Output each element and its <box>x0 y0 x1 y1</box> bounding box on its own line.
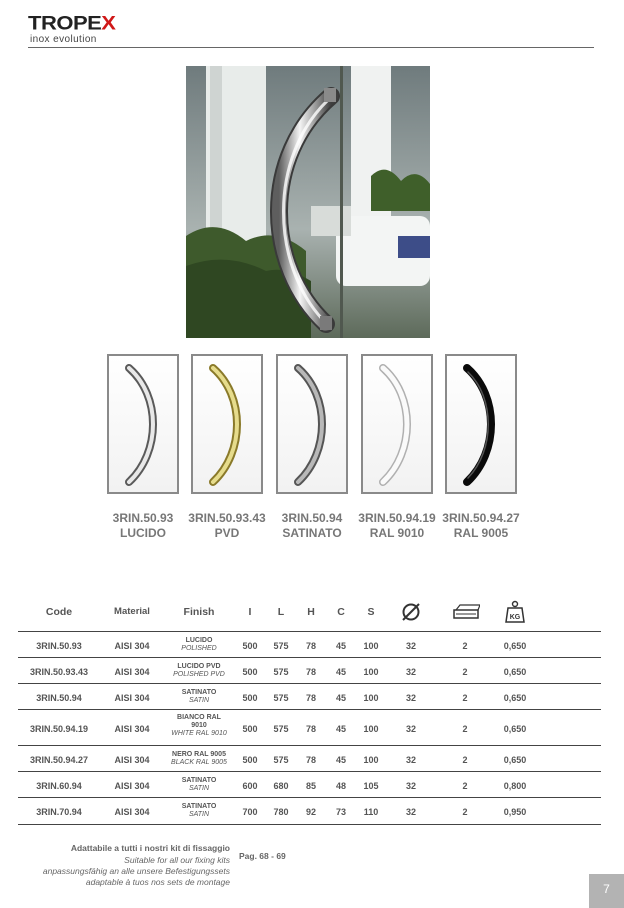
variant-label <box>266 511 358 541</box>
col-c: C <box>337 606 345 618</box>
col-material: Material <box>114 606 150 617</box>
variant-thumb-lucido <box>107 354 179 494</box>
cell-code: 3RIN.60.94 <box>36 781 82 791</box>
cell-l: 680 <box>273 781 289 791</box>
variant-thumb-ral9005 <box>445 354 517 494</box>
variant-label <box>351 511 443 541</box>
cell-s: 100 <box>363 641 379 651</box>
variant-finish: SATINATO <box>282 526 342 540</box>
row-rule <box>18 824 601 825</box>
cell-diameter: 32 <box>405 807 416 817</box>
cell-weight: 0,650 <box>503 693 527 703</box>
cell-weight: 0,650 <box>503 755 527 765</box>
cell-pack: 2 <box>462 781 468 791</box>
cell-finish: SATINATO SATIN <box>181 803 217 818</box>
cell-h: 85 <box>305 781 316 791</box>
cell-finish: SATINATO SATIN <box>181 777 217 792</box>
hero-photo <box>186 66 430 338</box>
weight-kg-icon <box>503 600 527 627</box>
variant-thumb-satinato <box>276 354 348 494</box>
cell-diameter: 32 <box>405 781 416 791</box>
cell-material: AISI 304 <box>114 807 150 817</box>
page-number: 7 <box>589 874 624 908</box>
table-row <box>0 798 624 825</box>
cell-h: 78 <box>305 667 316 677</box>
cell-weight: 0,950 <box>503 807 527 817</box>
cell-pack: 2 <box>462 755 468 765</box>
cell-material: AISI 304 <box>114 641 150 651</box>
cell-i: 700 <box>242 807 258 817</box>
variant-code: 3RIN.50.94 <box>281 511 343 525</box>
table-row <box>0 746 624 772</box>
footer-note-it: Adattabile a tutti i nostri kit di fissaggio <box>70 843 230 853</box>
cell-l: 575 <box>273 641 289 651</box>
col-h: H <box>307 606 315 618</box>
cell-l: 575 <box>273 724 289 734</box>
cell-finish: LUCIDO PVD POLISHED PVD <box>173 663 225 678</box>
cell-c: 45 <box>335 693 346 703</box>
cell-diameter: 32 <box>405 755 416 765</box>
cell-weight: 0,650 <box>503 667 527 677</box>
variant-code: 3RIN.50.94.19 <box>358 511 436 525</box>
logo-tagline: inox evolution <box>30 34 97 45</box>
diameter-icon <box>399 601 423 626</box>
col-finish: Finish <box>183 606 215 618</box>
cell-weight: 0,650 <box>503 641 527 651</box>
variant-finish: RAL 9010 <box>369 526 425 540</box>
cell-material: AISI 304 <box>114 724 150 734</box>
variant-label <box>435 511 527 541</box>
cell-pack: 2 <box>462 807 468 817</box>
pack-icon <box>451 604 481 623</box>
col-i: I <box>248 606 252 618</box>
cell-code: 3RIN.50.93.43 <box>29 667 89 677</box>
footer-note-fr: adaptable à tuos nos sets de montage <box>85 877 230 887</box>
cell-l: 575 <box>273 667 289 677</box>
cell-code: 3RIN.50.93 <box>36 641 82 651</box>
cell-l: 780 <box>273 807 289 817</box>
cell-pack: 2 <box>462 641 468 651</box>
cell-c: 48 <box>335 781 346 791</box>
table-row <box>0 772 624 798</box>
cell-s: 100 <box>363 755 379 765</box>
cell-c: 45 <box>335 667 346 677</box>
footer-note-de: anpassungsfähig an alle unsere Befestigungssets <box>42 866 230 876</box>
cell-material: AISI 304 <box>114 667 150 677</box>
variant-finish: PVD <box>214 526 240 540</box>
table-row <box>0 710 624 746</box>
cell-finish: LUCIDO POLISHED <box>181 637 217 652</box>
cell-material: AISI 304 <box>114 693 150 703</box>
cell-diameter: 32 <box>405 724 416 734</box>
cell-s: 105 <box>363 781 379 791</box>
cell-code: 3RIN.70.94 <box>36 807 82 817</box>
table-row <box>0 684 624 710</box>
cell-finish: NERO RAL 9005 BLACK RAL 9005 <box>171 751 227 766</box>
cell-i: 500 <box>242 693 258 703</box>
cell-pack: 2 <box>462 724 468 734</box>
variant-code: 3RIN.50.93 <box>112 511 174 525</box>
cell-code: 3RIN.50.94 <box>36 693 82 703</box>
cell-diameter: 32 <box>405 667 416 677</box>
cell-h: 78 <box>305 641 316 651</box>
col-l: L <box>277 606 285 618</box>
cell-i: 500 <box>242 724 258 734</box>
table-row <box>0 658 624 684</box>
variant-code: 3RIN.50.94.27 <box>442 511 520 525</box>
variant-label <box>181 511 273 541</box>
cell-finish: SATINATO SATIN <box>181 689 217 704</box>
col-code: Code <box>45 606 73 618</box>
weight-icon-text: KG <box>509 614 521 621</box>
cell-l: 575 <box>273 755 289 765</box>
table-row <box>0 632 624 658</box>
variant-thumb-ral9010 <box>361 354 433 494</box>
cell-weight: 0,800 <box>503 781 527 791</box>
variant-label <box>97 511 189 541</box>
cell-s: 100 <box>363 724 379 734</box>
cell-s: 100 <box>363 693 379 703</box>
cell-l: 575 <box>273 693 289 703</box>
cell-finish: BIANCO RAL 9010 WHITE RAL 9010 <box>171 714 227 737</box>
cell-pack: 2 <box>462 667 468 677</box>
cell-i: 500 <box>242 667 258 677</box>
cell-pack: 2 <box>462 693 468 703</box>
cell-c: 45 <box>335 724 346 734</box>
cell-h: 78 <box>305 693 316 703</box>
cell-i: 500 <box>242 641 258 651</box>
cell-c: 45 <box>335 641 346 651</box>
cell-i: 500 <box>242 755 258 765</box>
cell-h: 92 <box>305 807 316 817</box>
cell-weight: 0,650 <box>503 724 527 734</box>
cell-code: 3RIN.50.94.27 <box>29 755 89 765</box>
variant-finish: RAL 9005 <box>453 526 509 540</box>
cell-h: 78 <box>305 755 316 765</box>
variant-thumb-pvd <box>191 354 263 494</box>
cell-code: 3RIN.50.94.19 <box>29 724 89 734</box>
cell-i: 600 <box>242 781 258 791</box>
table-header <box>0 600 624 626</box>
col-s: S <box>367 606 375 618</box>
variant-code: 3RIN.50.93.43 <box>188 511 266 525</box>
page-reference: Pag. 68 - 69 <box>239 851 286 861</box>
cell-diameter: 32 <box>405 641 416 651</box>
cell-s: 100 <box>363 667 379 677</box>
logo-wordmark: TROPEX <box>28 11 116 34</box>
cell-material: AISI 304 <box>114 781 150 791</box>
brand-logo <box>28 11 120 47</box>
cell-c: 45 <box>335 755 346 765</box>
header-divider <box>28 47 594 48</box>
cell-material: AISI 304 <box>114 755 150 765</box>
cell-c: 73 <box>335 807 346 817</box>
variant-finish: LUCIDO <box>120 526 166 540</box>
cell-h: 78 <box>305 724 316 734</box>
footer-note-en: Suitable for all our fixing kits <box>124 855 230 865</box>
cell-diameter: 32 <box>405 693 416 703</box>
cell-s: 110 <box>363 807 379 817</box>
